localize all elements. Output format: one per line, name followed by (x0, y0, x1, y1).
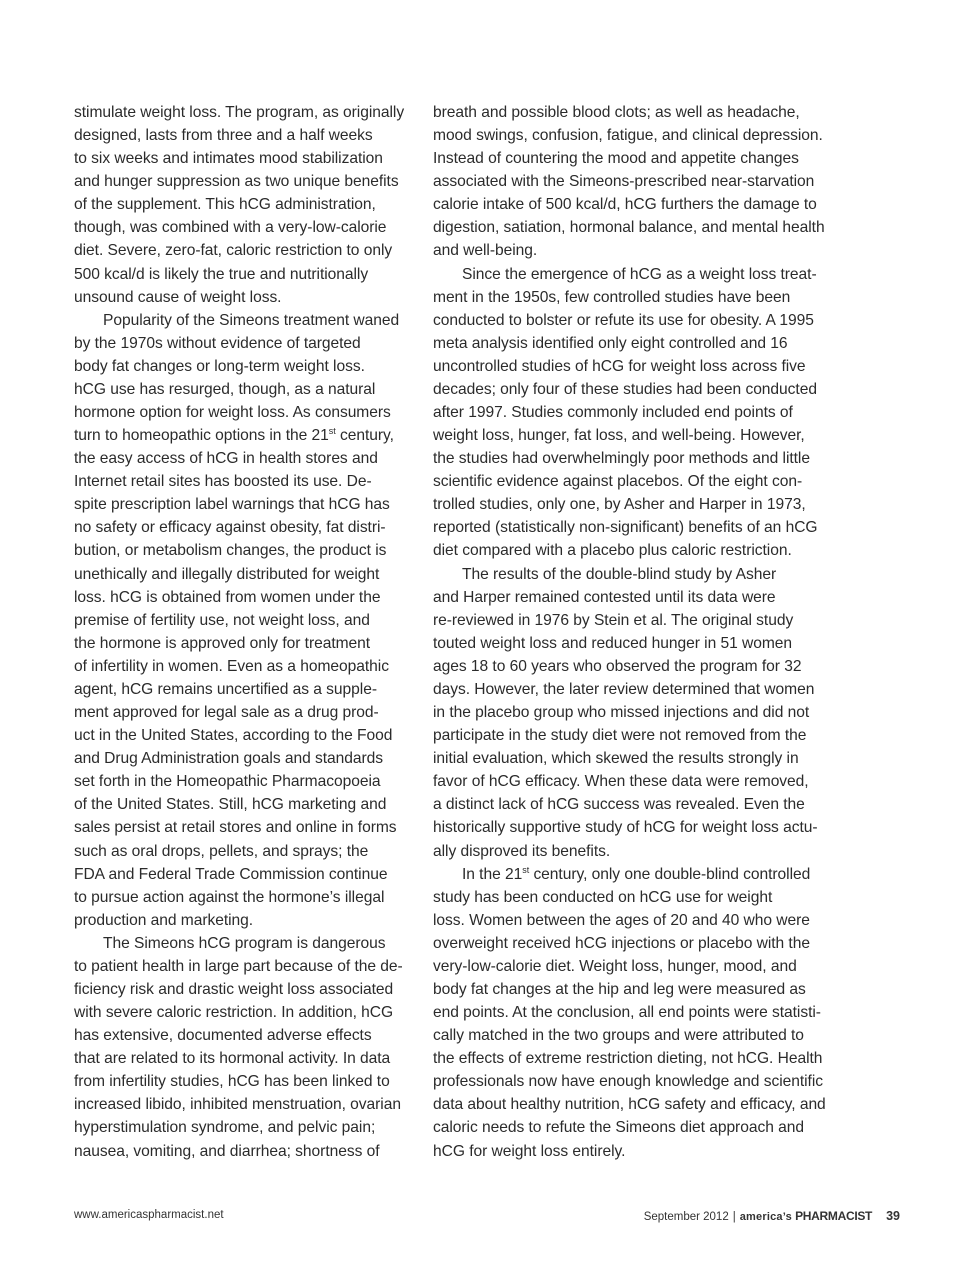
text-line (74, 170, 424, 193)
text-line (433, 724, 853, 747)
text-line (433, 401, 853, 424)
text-line (74, 1070, 424, 1093)
text-line-content: spite prescription label warnings that hCG has (74, 496, 390, 514)
text-line-content: associated with the Simeons-prescribed near-starvation (433, 173, 815, 191)
text-line-content: In the 21 (462, 865, 523, 883)
text-line (433, 1140, 853, 1163)
text-line (74, 309, 424, 332)
text-line (74, 447, 424, 470)
text-line-content: by the 1970s without evidence of targeted (74, 334, 361, 352)
text-line (433, 493, 853, 516)
text-line (74, 516, 424, 539)
text-line (74, 678, 424, 701)
text-line (433, 886, 853, 909)
text-line-content: the effects of extreme restriction dieting, not hCG. Health (433, 1050, 823, 1068)
text-line (74, 378, 424, 401)
text-line-content: of infertility in women. Even as a homeopathic (74, 657, 389, 675)
text-line (74, 263, 424, 286)
text-line-content: meta analysis identified only eight controlled and 16 (433, 334, 788, 352)
text-line (433, 170, 853, 193)
text-line-content: stimulate weight loss. The program, as originally (74, 104, 405, 121)
text-line-content: study has been conducted on hCG use for weight (433, 888, 773, 906)
text-line (74, 239, 424, 262)
text-line-content: to six weeks and intimates mood stabilization (74, 150, 383, 168)
text-line (433, 678, 853, 701)
text-line-content: Internet retail sites has boosted its use. De- (74, 473, 372, 491)
magazine-brand-small: america’s (739, 1211, 792, 1223)
text-line (74, 563, 424, 586)
text-line-content: of the supplement. This hCG administration, (74, 196, 376, 214)
text-line-content: has extensive, documented adverse effects (74, 1027, 372, 1045)
text-line (74, 1024, 424, 1047)
text-line-content: conducted to bolster or refute its use for obesity. A 1995 (433, 311, 814, 329)
text-line-continuation: century, only one double-blind controlled (529, 865, 811, 883)
text-line-content: uncontrolled studies of hCG for weight loss across five (433, 357, 806, 375)
superscript: st (522, 864, 530, 875)
text-line-content: favor of hCG efficacy. When these data were removed, (433, 773, 809, 791)
text-line (433, 1116, 853, 1139)
text-line (433, 447, 853, 470)
text-line-content: hyperstimulation syndrome, and pelvic pain; (74, 1119, 376, 1137)
text-line (433, 747, 853, 770)
text-line (433, 355, 853, 378)
footer-date: September 2012 (643, 1211, 729, 1223)
text-line-content: the studies had overwhelmingly poor methods and little (433, 450, 810, 468)
text-line (74, 470, 424, 493)
text-line-content: from infertility studies, hCG has been linked to (74, 1073, 390, 1091)
text-line-content: breath and possible blood clots; as well as headache, (433, 104, 800, 121)
text-line (74, 1140, 424, 1163)
text-line-content: caloric needs to refute the Simeons diet approach and (433, 1119, 804, 1137)
text-line-content: re-reviewed in 1976 by Stein et al. The original study (433, 611, 794, 629)
text-line (74, 609, 424, 632)
text-line (433, 563, 853, 586)
text-line (433, 378, 853, 401)
text-line (74, 701, 424, 724)
text-line (433, 263, 853, 286)
text-line-content: professionals now have enough knowledge and scientific (433, 1073, 823, 1091)
text-line (74, 1001, 424, 1024)
text-line-content: The results of the double-blind study by Asher (462, 565, 777, 583)
text-line-content: and well-being. (433, 242, 538, 260)
text-line-content: in the placebo group who missed injections and did not (433, 704, 810, 722)
text-line-content: hCG use has resurged, though, as a natural (74, 380, 376, 398)
text-line (433, 793, 853, 816)
text-line (74, 747, 424, 770)
text-line-content: decades; only four of these studies had been conducted (433, 380, 817, 398)
text-line (74, 909, 424, 932)
text-line-content: Instead of countering the mood and appetite changes (433, 150, 799, 168)
text-line (433, 609, 853, 632)
text-line-continuation: century, (335, 427, 394, 445)
text-line-content: calorie intake of 500 kcal/d, hCG furthers the damage to (433, 196, 817, 214)
text-line (74, 816, 424, 839)
text-line-content: sales persist at retail stores and online in forms (74, 819, 397, 837)
text-line (74, 586, 424, 609)
text-line (433, 770, 853, 793)
text-line (433, 239, 853, 262)
text-line-content: initial evaluation, which skewed the results strongly in (433, 750, 799, 768)
text-line-content: with severe caloric restriction. In addition, hCG (74, 1004, 394, 1022)
text-line (74, 632, 424, 655)
text-line (433, 840, 853, 863)
text-line-content: Popularity of the Simeons treatment waned (103, 311, 400, 329)
text-line (74, 1116, 424, 1139)
text-line (74, 863, 424, 886)
text-line (433, 516, 853, 539)
text-line (74, 793, 424, 816)
text-line (433, 932, 853, 955)
page-number: 39 (886, 1209, 900, 1223)
footer-separator: | (732, 1211, 736, 1223)
text-line (74, 286, 424, 309)
text-line-content: diet compared with a placebo plus caloric restriction. (433, 542, 792, 560)
text-line-content: set forth in the Homeopathic Pharmacopoeia (74, 773, 381, 791)
text-line-content: increased libido, inhibited menstruation, ovarian (74, 1096, 401, 1114)
text-line (74, 124, 424, 147)
superscript: st (328, 426, 336, 437)
text-line-content: mood swings, confusion, fatigue, and clinical depression. (433, 127, 823, 145)
text-line (433, 124, 853, 147)
text-line-content: though, was combined with a very-low-calorie (74, 219, 387, 237)
text-line-content: and Drug Administration goals and standards (74, 750, 384, 768)
text-line (74, 932, 424, 955)
text-line (74, 193, 424, 216)
text-line-content: unethically and illegally distributed for weight (74, 565, 380, 583)
text-line-content: loss. Women between the ages of 20 and 40 who were (433, 911, 810, 929)
text-line-content: days. However, the later review determined that women (433, 680, 815, 698)
text-line (433, 286, 853, 309)
text-line (74, 770, 424, 793)
text-line-content: touted weight loss and reduced hunger in 51 women (433, 634, 793, 652)
text-line-content: FDA and Federal Trade Commission continue (74, 865, 388, 883)
text-line (433, 1001, 853, 1024)
text-line (74, 978, 424, 1001)
text-line-content: no safety or efficacy against obesity, fat distri- (74, 519, 386, 537)
text-line-content: scientific evidence against placebos. Of the eight con- (433, 473, 803, 491)
text-line (74, 1093, 424, 1116)
text-line-content: ficiency risk and drastic weight loss associated (74, 980, 394, 998)
text-line-content: end points. At the conclusion, all end points were statisti- (433, 1004, 821, 1022)
text-line (74, 355, 424, 378)
text-line-content: 500 kcal/d is likely the true and nutritionally (74, 265, 369, 283)
text-line (433, 424, 853, 447)
text-line-content: diet. Severe, zero-fat, caloric restriction to only (74, 242, 393, 260)
text-line (433, 909, 853, 932)
text-line (433, 1024, 853, 1047)
text-line (433, 863, 853, 886)
text-line-content: very-low-calorie diet. Weight loss, hunger, mood, and (433, 957, 797, 975)
text-line-content: body fat changes or long-term weight loss. (74, 357, 365, 375)
text-line-content: bution, or metabolism changes, the product is (74, 542, 387, 560)
text-line-content: designed, lasts from three and a half weeks (74, 127, 373, 145)
text-line-content: hormone option for weight loss. As consumers (74, 404, 391, 422)
text-line (433, 470, 853, 493)
text-line-content: hCG for weight loss entirely. (433, 1142, 626, 1160)
magazine-brand-name: PHARMACIST (795, 1209, 873, 1223)
text-line-content: such as oral drops, pellets, and sprays; the (74, 842, 369, 860)
text-line (433, 539, 853, 562)
text-line-content: unsound cause of weight loss. (74, 288, 282, 306)
text-line (74, 1047, 424, 1070)
footer-issue-info (644, 1209, 900, 1223)
text-line (74, 955, 424, 978)
text-line-content: to patient health in large part because of the de- (74, 957, 403, 975)
text-line-content: data about healthy nutrition, hCG safety and efficacy, and (433, 1096, 826, 1114)
text-line (433, 586, 853, 609)
text-line (74, 539, 424, 562)
text-line-content: historically supportive study of hCG for weight loss actu- (433, 819, 818, 837)
text-line (433, 1093, 853, 1116)
text-line-content: of the United States. Still, hCG marketing and (74, 796, 387, 814)
text-line-content: Since the emergence of hCG as a weight loss treat- (462, 265, 817, 283)
text-line-content: reported (statistically non-significant) benefits of an hCG (433, 519, 818, 537)
text-line (433, 193, 853, 216)
text-line-content: weight loss, hunger, fat loss, and well-being. However, (433, 427, 805, 445)
text-line (74, 101, 424, 124)
text-line-content: participate in the study diet were not removed from the (433, 727, 807, 745)
text-line-content: after 1997. Studies commonly included end points of (433, 404, 793, 422)
text-line (74, 216, 424, 239)
text-line (433, 816, 853, 839)
text-line-content: premise of fertility use, not weight loss, and (74, 611, 370, 629)
text-line (433, 955, 853, 978)
text-line-content: and hunger suppression as two unique benefits (74, 173, 399, 191)
text-line-content: cally matched in the two groups and were attributed to (433, 1027, 804, 1045)
text-line-content: ally disproved its benefits. (433, 842, 611, 860)
text-line (433, 655, 853, 678)
text-line-content: body fat changes at the hip and leg were measured as (433, 980, 806, 998)
text-line (74, 493, 424, 516)
text-line (74, 332, 424, 355)
text-line (74, 840, 424, 863)
text-line (433, 216, 853, 239)
text-line (433, 101, 853, 124)
text-line-content: ages 18 to 60 years who observed the program for 32 (433, 657, 802, 675)
text-line-content: the easy access of hCG in health stores and (74, 450, 378, 468)
text-line (74, 401, 424, 424)
text-line (74, 424, 424, 447)
text-line-content: and Harper remained contested until its data were (433, 588, 776, 606)
text-line (433, 147, 853, 170)
text-line-content: turn to homeopathic options in the 21 (74, 427, 329, 445)
text-line-content: ment in the 1950s, few controlled studies have been (433, 288, 791, 306)
text-line (74, 724, 424, 747)
text-line (433, 1070, 853, 1093)
text-line (433, 701, 853, 724)
footer-url[interactable]: www.americaspharmacist.net (74, 1209, 224, 1221)
text-line (433, 309, 853, 332)
text-line-content: to pursue action against the hormone’s illegal (74, 888, 385, 906)
text-line-content: the hormone is approved only for treatment (74, 634, 371, 652)
text-line-content: overweight received hCG injections or placebo with the (433, 934, 810, 952)
text-line-content: a distinct lack of hCG success was revealed. Even the (433, 796, 805, 814)
text-line-content: loss. hCG is obtained from women under the (74, 588, 381, 606)
text-line-content: agent, hCG remains uncertified as a supple- (74, 680, 377, 698)
text-line-content: trolled studies, only one, by Asher and Harper in 1973, (433, 496, 806, 514)
text-line-content: The Simeons hCG program is dangerous (103, 934, 386, 952)
text-line (433, 632, 853, 655)
text-line-content: digestion, satiation, hormonal balance, and mental health (433, 219, 825, 237)
text-line-content: nausea, vomiting, and diarrhea; shortness of (74, 1142, 380, 1160)
text-line (433, 332, 853, 355)
text-line (74, 886, 424, 909)
right-column (433, 101, 853, 1163)
left-column (74, 101, 424, 1163)
text-line-content: production and marketing. (74, 911, 254, 929)
text-line-content: that are related to its hormonal activity. In data (74, 1050, 391, 1068)
text-line-content: uct in the United States, according to the Food (74, 727, 393, 745)
text-line (74, 147, 424, 170)
text-line (74, 655, 424, 678)
text-line (433, 978, 853, 1001)
text-line (433, 1047, 853, 1070)
text-line-content: ment approved for legal sale as a drug prod- (74, 704, 379, 722)
